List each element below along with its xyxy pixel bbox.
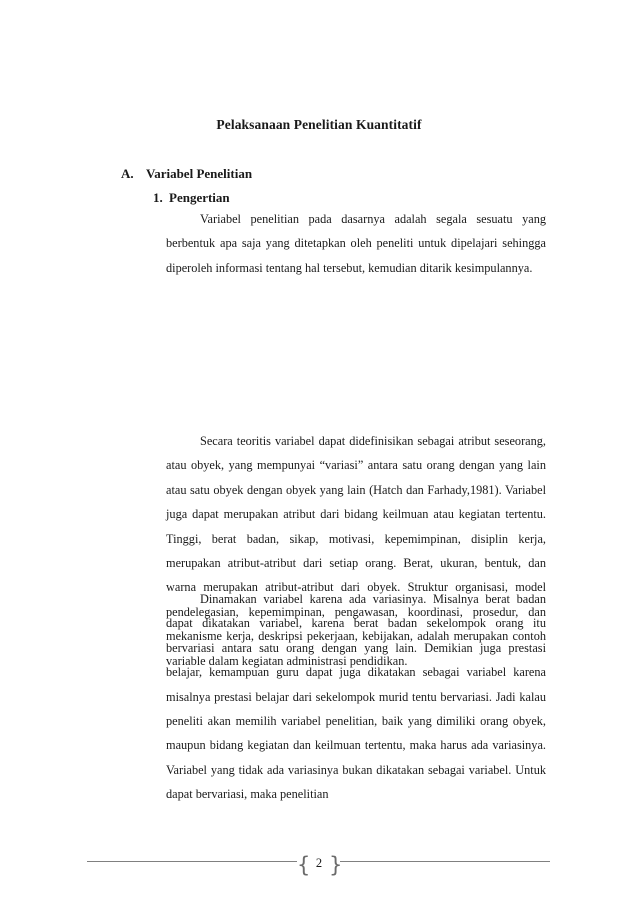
left-brace-icon: { — [297, 853, 311, 877]
paragraph-2: Secara teoritis variabel dapat didefinisikan sebagai atribut seseorang, atau obyek, yang mempunyai “variasi” antara satu orang dengan yang lain atau satu obyek dengan obyek yang lain (Hatch dan Farhady,1981). Variabel juga dapat merupakan atribut dari bidang keilmuan atau kegiatan tertentu. Tinggi, berat badan, sikap, motivasi, kepemimpinan, disiplin kerja, merupakan atribut-atribut dari setiap orang. Berat, ukuran, bentuk, dan warna merupakan atribut-atribut dari obyek. Struktur organisasi, model pendelegasian, kepemimpinan, pengawasan, koordinasi, prosedur, dan mekanisme kerja, deskripsi pekerjaan, kebijakan, adalah merupakan contoh variable dalam kegiatan administrasi pendidikan. — [166, 434, 546, 668]
document-title: Pelaksanaan Penelitian Kuantitatif — [216, 117, 422, 132]
right-brace-icon: } — [329, 853, 343, 877]
section-label: A. — [121, 166, 134, 181]
subsection-heading — [153, 190, 230, 206]
footer-rule-right — [340, 861, 550, 862]
section-title: Variabel Penelitian — [146, 166, 253, 181]
footer-rule-left — [87, 861, 297, 862]
section-heading — [121, 166, 252, 182]
subsection-label: 1. — [153, 190, 163, 205]
paragraph-1: Variabel penelitian pada dasarnya adalah segala sesuatu yang berbentuk apa saja yang ditetapkan oleh peneliti untuk dipelajari sehingga diperoleh informasi tentang hal tersebut, kemudian ditarik kesimpulannya. — [166, 212, 546, 275]
page-number: 2 — [315, 856, 323, 870]
subsection-title: Pengertian — [169, 190, 230, 205]
paragraph-3: Dinamakan variabel karena ada variasinya. Misalnya berat badan dapat dikatakan variabel, karena berat badan sekelompok orang itu bervariasi antara satu orang dengan yang lain. Demikian juga prestasi belajar, kemampuan guru dapat juga dikatakan sebagai variabel karena misalnya prestasi belajar dari sekelompok murid tentu bervariasi. Jadi kalau peneliti akan memilih variabel penelitian, baik yang dimiliki orang obyek, maupun bidang kegiatan dan keilmuan tertentu, maka harus ada variasinya. Variabel yang tidak ada variasinya bukan dikatakan sebagai variabel. Untuk dapat bervariasi, maka penelitian — [166, 592, 546, 802]
